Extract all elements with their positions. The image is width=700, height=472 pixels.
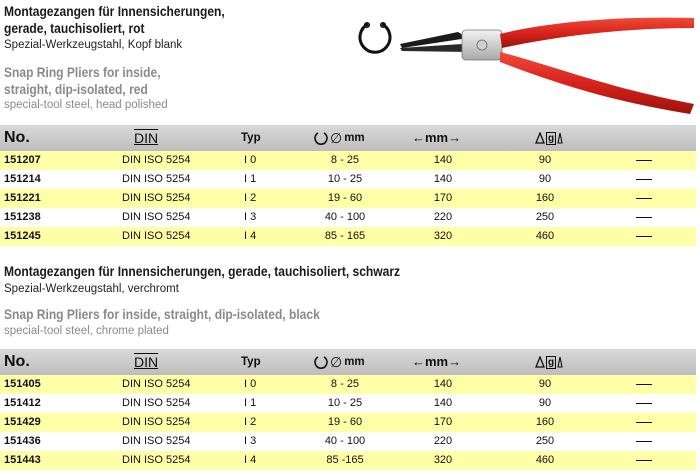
type: I 3 xyxy=(244,435,257,447)
diameter-symbol: ∅ xyxy=(330,354,343,370)
table-row xyxy=(0,432,696,451)
weight: 460 xyxy=(535,454,555,466)
heading-en-line2: straight, dip-isolated, red xyxy=(4,81,148,97)
type: I 4 xyxy=(244,230,257,242)
ring-diameter-icon xyxy=(314,131,328,145)
dash-marker xyxy=(636,179,652,180)
snap-ring-icon xyxy=(355,18,395,58)
table-body-black xyxy=(0,375,696,470)
col-weight xyxy=(535,125,563,151)
table-row xyxy=(0,413,696,432)
length: 140 xyxy=(433,397,453,409)
dash-marker xyxy=(636,236,652,237)
weight: 90 xyxy=(538,154,552,166)
scale-weight-icon xyxy=(535,132,545,144)
table-header xyxy=(0,349,696,375)
table-row xyxy=(0,170,696,189)
col-typ: Typ xyxy=(241,356,261,368)
ring-diameter-icon xyxy=(314,355,328,369)
article-number: 151221 xyxy=(4,192,41,204)
article-number: 151214 xyxy=(4,173,41,185)
article-number: 151245 xyxy=(4,230,41,242)
din-standard: DIN ISO 5254 xyxy=(122,397,191,409)
subtitle-de: Spezial-Werkzeugstahl, Kopf blank xyxy=(4,39,183,51)
din-standard: DIN ISO 5254 xyxy=(122,416,191,428)
weight: 250 xyxy=(535,435,555,447)
weight: 460 xyxy=(535,230,555,242)
weight-unit: g xyxy=(548,356,555,368)
heading-de-line2: gerade, tauchisoliert, rot xyxy=(4,20,145,36)
type: I 2 xyxy=(244,192,257,204)
table-row xyxy=(0,227,696,246)
article-number: 151207 xyxy=(4,154,41,166)
col-no: No. xyxy=(4,353,30,370)
col-length xyxy=(412,349,461,375)
type: I 1 xyxy=(244,173,257,185)
article-number: 151443 xyxy=(4,454,41,466)
col-no: No. xyxy=(4,129,30,146)
col-length xyxy=(412,125,461,151)
heading-de: Montagezangen für Innensicherungen, gerade, tauchisoliert, schwarz xyxy=(4,263,401,279)
table-body-red xyxy=(0,151,696,246)
diameter-unit: mm xyxy=(344,132,365,144)
weight: 250 xyxy=(535,211,555,223)
diameter-range: 10 - 25 xyxy=(327,397,363,409)
diameter-range: 19 - 60 xyxy=(327,192,363,204)
dash-marker xyxy=(636,198,652,199)
heading-en-line1: Snap Ring Pliers for inside, xyxy=(4,64,161,80)
arrow-right-icon: → xyxy=(448,354,462,369)
din-standard: DIN ISO 5254 xyxy=(122,230,191,242)
type: I 0 xyxy=(244,154,257,166)
dash-marker xyxy=(636,384,652,385)
dash-marker xyxy=(636,403,652,404)
weight: 90 xyxy=(538,397,552,409)
scale-weight-icon xyxy=(535,356,545,368)
weight: 160 xyxy=(535,192,555,204)
type: I 2 xyxy=(244,416,257,428)
type: I 1 xyxy=(244,397,257,409)
diameter-range: 19 - 60 xyxy=(327,416,363,428)
diameter-range: 85 -165 xyxy=(326,454,364,466)
article-number: 151429 xyxy=(4,416,41,428)
table-row xyxy=(0,394,696,413)
length: 320 xyxy=(433,454,453,466)
dash-marker xyxy=(636,460,652,461)
table-row xyxy=(0,208,696,227)
table-row xyxy=(0,375,696,394)
col-diameter xyxy=(314,349,365,375)
scale-weight-icon-right xyxy=(557,356,563,368)
arrow-left-icon: ← xyxy=(412,130,425,145)
article-number: 151238 xyxy=(4,211,41,223)
col-din: DIN xyxy=(134,354,159,370)
din-standard: DIN ISO 5254 xyxy=(122,435,191,447)
weight: 90 xyxy=(538,173,552,185)
heading-en: Snap Ring Pliers for inside, straight, dip-isolated, black xyxy=(4,306,320,322)
diameter-symbol: ∅ xyxy=(330,130,343,146)
diameter-range: 8 - 25 xyxy=(330,378,360,390)
arrow-right-icon: → xyxy=(448,130,462,145)
din-standard: DIN ISO 5254 xyxy=(122,192,191,204)
length: 320 xyxy=(433,230,453,242)
col-weight xyxy=(535,349,563,375)
dash-marker xyxy=(636,217,652,218)
subtitle-en: special-tool steel, chrome plated xyxy=(4,325,169,337)
length: 140 xyxy=(433,378,453,390)
type: I 3 xyxy=(244,211,257,223)
length: 220 xyxy=(433,211,453,223)
article-number: 151412 xyxy=(4,397,41,409)
length: 140 xyxy=(433,173,453,185)
dash-marker xyxy=(636,422,652,423)
table-row xyxy=(0,451,696,470)
col-typ: Typ xyxy=(241,132,261,144)
diameter-range: 85 - 165 xyxy=(324,230,366,242)
weight: 160 xyxy=(535,416,555,428)
type: I 0 xyxy=(244,378,257,390)
col-din: DIN xyxy=(134,130,159,146)
subtitle-de: Spezial-Werkzeugstahl, verchromt xyxy=(4,283,179,295)
table-header xyxy=(0,125,696,151)
din-standard: DIN ISO 5254 xyxy=(122,154,191,166)
dash-marker xyxy=(636,441,652,442)
pliers-image xyxy=(398,8,698,118)
type: I 4 xyxy=(244,454,257,466)
length-unit: mm xyxy=(425,130,449,145)
scale-weight-icon-right xyxy=(557,132,563,144)
weight-unit: g xyxy=(548,132,555,144)
length: 170 xyxy=(433,416,453,428)
table-row xyxy=(0,151,696,170)
din-standard: DIN ISO 5254 xyxy=(122,173,191,185)
length: 140 xyxy=(433,154,453,166)
article-number: 151405 xyxy=(4,378,41,390)
length: 220 xyxy=(433,435,453,447)
heading-de-line1: Montagezangen für Innensicherungen, xyxy=(4,3,225,19)
diameter-range: 40 - 100 xyxy=(324,435,366,447)
din-standard: DIN ISO 5254 xyxy=(122,378,191,390)
length-unit: mm xyxy=(425,354,449,369)
din-standard: DIN ISO 5254 xyxy=(122,211,191,223)
diameter-range: 40 - 100 xyxy=(324,211,366,223)
subtitle-en: special-tool steel, head polished xyxy=(4,99,168,111)
table-row xyxy=(0,189,696,208)
din-standard: DIN ISO 5254 xyxy=(122,454,191,466)
length: 170 xyxy=(433,192,453,204)
arrow-left-icon: ← xyxy=(412,354,425,369)
article-number: 151436 xyxy=(4,435,41,447)
dash-marker xyxy=(636,160,652,161)
weight: 90 xyxy=(538,378,552,390)
diameter-range: 8 - 25 xyxy=(330,154,360,166)
col-diameter xyxy=(314,125,365,151)
diameter-unit: mm xyxy=(344,356,365,368)
diameter-range: 10 - 25 xyxy=(327,173,363,185)
